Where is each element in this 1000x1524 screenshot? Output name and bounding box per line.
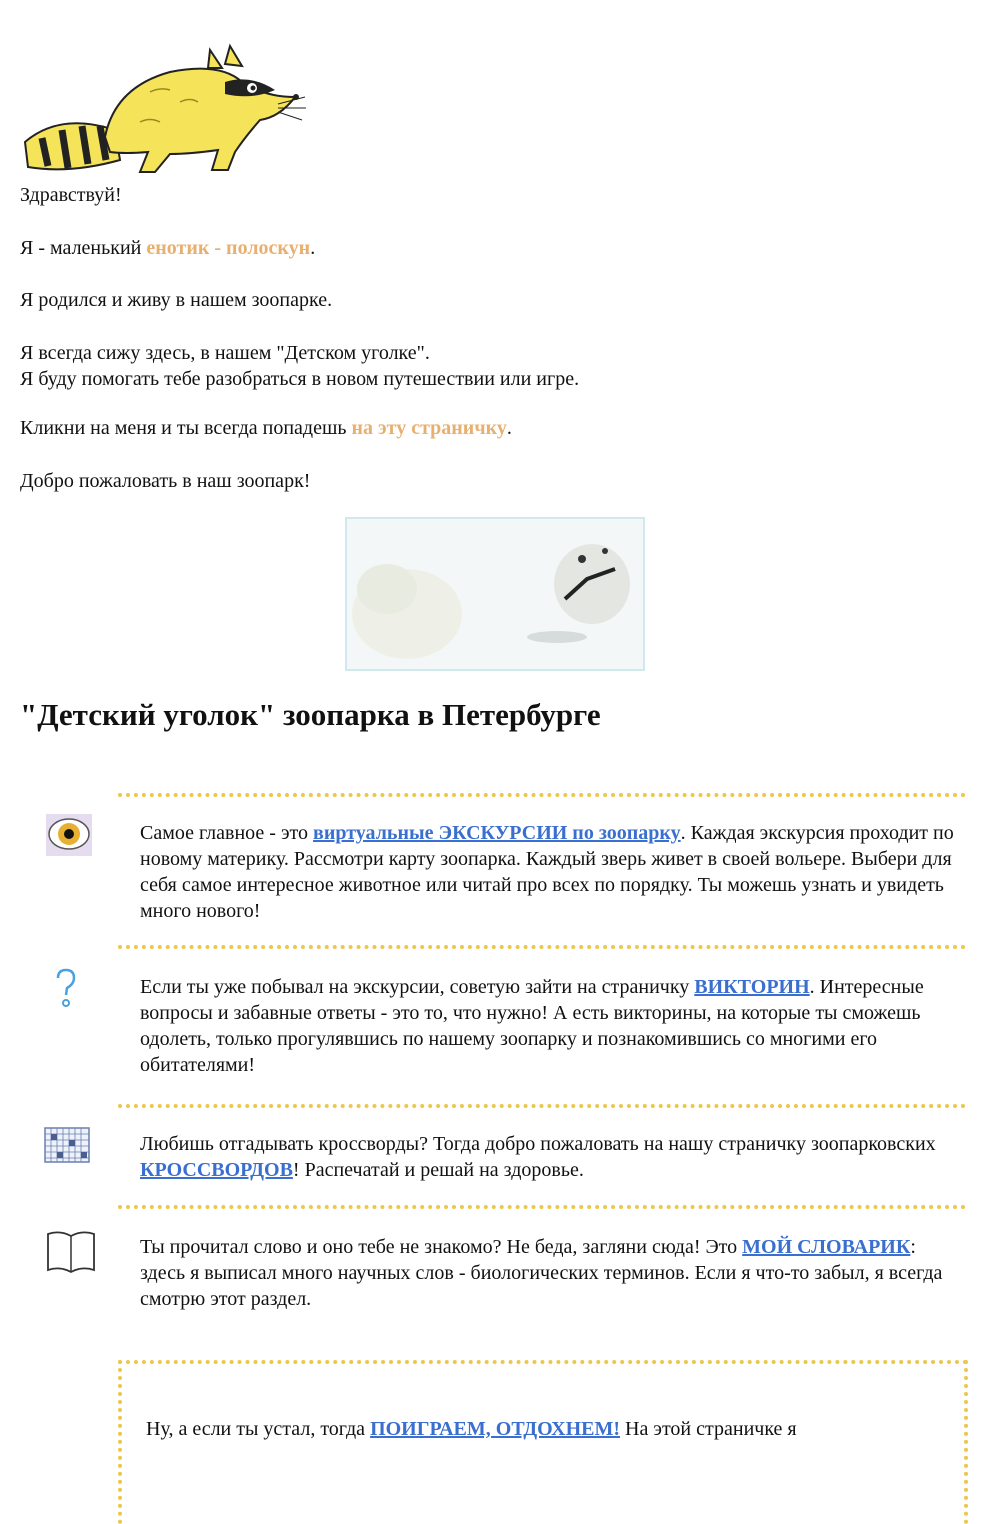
dotted-divider [118, 1104, 966, 1108]
dotted-divider [118, 793, 966, 797]
crosswords-link[interactable]: КРОССВОРДОВ [140, 1159, 293, 1181]
animals-photo [345, 517, 645, 671]
intro-line-born: Я родился и живу в нашем зоопарке. [20, 289, 333, 311]
intro-line-click: Кликни на меня и ты всегда попадешь на эту страничку. [20, 417, 512, 439]
intro-line-raccoon: Я - маленький енотик - полоскун. [20, 237, 316, 259]
greeting: Здравствуй! [20, 184, 122, 206]
intro-line-welcome: Добро пожаловать в наш зоопарк! [20, 470, 311, 492]
dotted-divider [118, 1205, 966, 1209]
eye-icon[interactable] [44, 812, 94, 858]
dotted-divider [118, 945, 966, 949]
question-mark-icon[interactable] [54, 968, 78, 1010]
dictionary-text: Ты прочитал слово и оно тебе не знакомо? Не беда, загляни сюда! Это МОЙ СЛОВАРИК: здесь я выписал много научных слов - биологических терминов. Если я что-то забыл, я всегда смотрю этот раздел. [140, 1236, 943, 1310]
games-link[interactable]: ПОИГРАЕМ, ОТДОХНЕМ! [370, 1418, 621, 1440]
highlight-raccoon: енотик - полоскун [146, 237, 311, 259]
games-box [118, 1360, 968, 1524]
raccoon-icon[interactable] [20, 42, 310, 177]
excursions-link[interactable]: виртуальные ЭКСКУРСИИ по зоопарку [313, 822, 681, 844]
intro-line-help: Я буду помогать тебе разобраться в новом путешествии или игре. [20, 368, 580, 390]
dictionary-link[interactable]: МОЙ СЛОВАРИК [742, 1236, 911, 1258]
excursions-text: Самое главное - это виртуальные ЭКСКУРСИИ по зоопарку. Каждая экскурсия проходит по новому материку. Рассмотри карту зоопарка. Каждый зверь живет в своей вольере. Выбери для себя самое интересное животное или читай про всех по порядку. Ты можешь узнать и увидеть много нового! [140, 822, 954, 922]
games-text: Ну, а если ты устал, тогда ПОИГРАЕМ, ОТДОХНЕМ! На этой страничке я [146, 1418, 797, 1440]
open-book-icon[interactable] [44, 1228, 98, 1276]
crosswords-text: Любишь отгадывать кроссворды? Тогда добро пожаловать на нашу страничку зоопарковских КРОССВОРДОВ! Распечатай и решай на здоровье. [140, 1133, 936, 1181]
quizzes-text: Если ты уже побывал на экскурсии, советую зайти на страничку ВИКТОРИН. Интересные вопросы и забавные ответы - это то, что нужно! А есть викторины, на которые ты сможешь одолеть, только прогулявшись по нашему зоопарку и познакомившись со многими его обитателями! [140, 976, 924, 1076]
page-title: "Детский уголок" зоопарка в Петербурге [20, 697, 601, 732]
intro-line-sit: Я всегда сижу здесь, в нашем "Детском уголке". [20, 342, 430, 364]
quizzes-link[interactable]: ВИКТОРИН [694, 976, 810, 998]
crossword-grid-icon[interactable] [44, 1127, 90, 1163]
this-page-link[interactable]: на эту страничку [351, 417, 507, 439]
